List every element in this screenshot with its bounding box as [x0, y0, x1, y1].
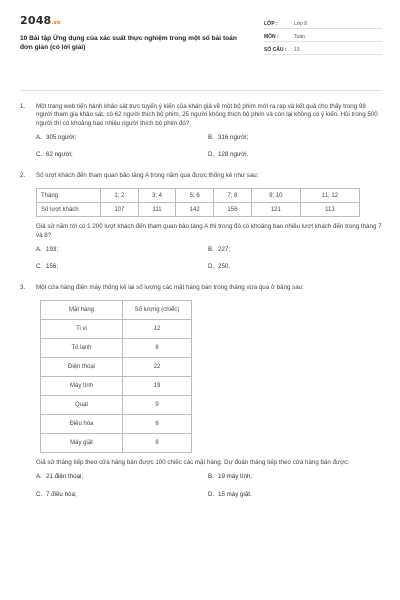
answer-text: 128 người.: [218, 151, 249, 159]
answer-letter: D.: [208, 263, 215, 271]
meta-value: Lớp 8: [294, 21, 308, 28]
table-cell: Tủ lạnh: [41, 338, 123, 357]
answer-list: [36, 134, 382, 160]
answer-letter: B.: [208, 473, 214, 481]
answer-list: [36, 473, 382, 499]
answer-letter: B.: [208, 134, 214, 142]
table-cell: 121: [251, 203, 300, 217]
table-row: [41, 357, 192, 376]
question-number: 3.: [20, 283, 26, 291]
question-note: Giả sử năm tới có 1 200 lượt khách đến tham quan bảo tàng A thì trong đó có khoảng bao nhiêu lượt khách đến trong tháng 7 và 8?: [36, 223, 382, 239]
sales-table: [40, 300, 192, 453]
answer-letter: B.: [208, 245, 214, 253]
answer-text: 305 người;: [46, 134, 77, 142]
meta-info: [264, 16, 382, 70]
answer-option[interactable]: [208, 246, 368, 254]
table-cell: 107: [101, 203, 139, 217]
table-cell: 8: [123, 338, 192, 357]
document-header: [20, 14, 382, 70]
answer-letter: C.: [36, 490, 43, 498]
table-cell: 142: [176, 203, 214, 217]
answer-text: 156;: [46, 263, 59, 271]
question-number: 1.: [20, 103, 26, 110]
question-2: [20, 172, 382, 272]
answer-text: 19 máy tính;: [218, 473, 253, 481]
answer-letter: C.: [36, 263, 43, 271]
table-row: [41, 376, 192, 395]
meta-row-subject: [264, 29, 382, 42]
table-row: [41, 433, 192, 452]
answer-text: 21 điện thoại;: [46, 473, 84, 481]
answer-option[interactable]: [36, 263, 208, 271]
meta-value: Toán: [294, 34, 305, 41]
table-cell: 22: [123, 357, 192, 376]
table-row: [41, 395, 192, 414]
table-row: [41, 319, 192, 338]
table-cell: 19: [123, 376, 192, 395]
answer-letter: D.: [208, 490, 215, 498]
question-number: 2.: [20, 171, 26, 179]
answer-option[interactable]: [36, 151, 208, 159]
table-cell: 12: [123, 319, 192, 338]
table-cell: 111: [138, 203, 176, 217]
answer-option[interactable]: [208, 151, 368, 159]
table-cell: 3; 4: [138, 189, 176, 203]
meta-value: 10: [294, 47, 300, 54]
meta-label: LỚP :: [264, 21, 278, 28]
answer-letter: D.: [208, 151, 215, 159]
table-row: [37, 203, 360, 217]
table-cell: 156: [214, 203, 252, 217]
site-logo[interactable]: [20, 14, 260, 29]
meta-row-class: [264, 16, 382, 29]
table-cell: 1; 2: [101, 189, 139, 203]
answer-text: 227;: [218, 245, 231, 253]
header-left: [20, 14, 260, 70]
table-cell: Tháng: [37, 189, 101, 203]
table-row: [41, 338, 192, 357]
table-cell: Quạt: [41, 395, 123, 414]
meta-label: MÔN :: [264, 34, 279, 41]
answer-text: 62 người;: [46, 151, 73, 159]
answer-letter: A.: [36, 245, 42, 253]
answer-text: 193;: [46, 245, 59, 253]
table-cell: 7; 8: [214, 189, 252, 203]
question-text: Số lượt khách đến tham quan bảo tàng A trong năm qua được thống kê như sau:: [36, 171, 259, 179]
question-3: [20, 284, 382, 499]
table-header-cell: Mặt hàng: [41, 300, 123, 319]
question-head: [20, 284, 382, 292]
answer-option[interactable]: [208, 491, 368, 499]
table-cell: 9: [123, 395, 192, 414]
table-header-cell: Số lượng (chiếc): [123, 300, 192, 319]
table-cell: 6: [123, 414, 192, 433]
table-cell: 113: [300, 203, 359, 217]
table-cell: Ti vi: [41, 319, 123, 338]
page-title: 10 Bài tập Ứng dụng của xác suất thực nghiệm trong một số bài toán đơn giản (có lời giải): [20, 34, 237, 51]
answer-list: [36, 246, 382, 272]
answer-option[interactable]: [208, 263, 368, 271]
table-cell: Số lượt khách: [37, 203, 101, 217]
meta-label: SỐ CÂU :: [264, 47, 287, 54]
table-cell: 8: [123, 433, 192, 452]
answer-option[interactable]: [36, 246, 208, 254]
table-cell: 9; 10: [251, 189, 300, 203]
table-cell: 5; 6: [176, 189, 214, 203]
answer-letter: C.: [36, 151, 43, 159]
visitors-table: [36, 188, 360, 217]
question-note: Giả sử tháng tiếp theo cửa hàng bán được 100 chiếc các mặt hàng. Dự đoán tháng tiếp theo cửa hàng bán được:: [36, 458, 349, 466]
answer-option[interactable]: [36, 134, 208, 142]
table-header-row: [41, 300, 192, 319]
table-row: [37, 189, 360, 203]
answer-option[interactable]: [36, 491, 208, 499]
question-head: [20, 172, 382, 180]
answer-text: 7 điều hòa;: [46, 490, 77, 498]
question-head: [20, 103, 382, 128]
meta-row-count: [264, 42, 382, 55]
answer-letter: A.: [36, 473, 42, 481]
header-divider: [20, 90, 382, 91]
question-text: Một cửa hàng điện máy thống kê lại số lượng các mặt hàng bán trong tháng vừa qua ở bảng sau:: [36, 283, 304, 291]
table-row: [41, 414, 192, 433]
logo-main: 2048: [20, 14, 52, 27]
question-text: Một trang web tiến hành khảo sát trực tuyến ý kiến của khán giả về một bộ phim mới ra rạp và kết quả cho thấy trong 98 người tham gia khảo sát, có 62 người thích bộ phim, 25 người không thích bộ phim và còn lại không có ý kiến. Hỏi trong 500 người thì có khoảng bao nhiêu người thích bộ phim đó?: [36, 103, 378, 127]
logo-suffix: .vn: [51, 20, 61, 26]
question-1: [20, 103, 382, 160]
answer-option[interactable]: [208, 473, 368, 481]
answer-letter: A.: [36, 134, 42, 142]
table-cell: Máy tính: [41, 376, 123, 395]
table-cell: 11; 12: [300, 189, 359, 203]
answer-text: 250.: [218, 263, 231, 271]
answer-option[interactable]: [208, 134, 368, 142]
answer-text: 15 máy giặt.: [218, 490, 252, 498]
table-cell: Điều hòa: [41, 414, 123, 433]
table-cell: Điện thoại: [41, 357, 123, 376]
table-cell: Máy giặt: [41, 433, 123, 452]
answer-text: 316 người;: [218, 134, 249, 142]
answer-option[interactable]: [36, 473, 208, 481]
